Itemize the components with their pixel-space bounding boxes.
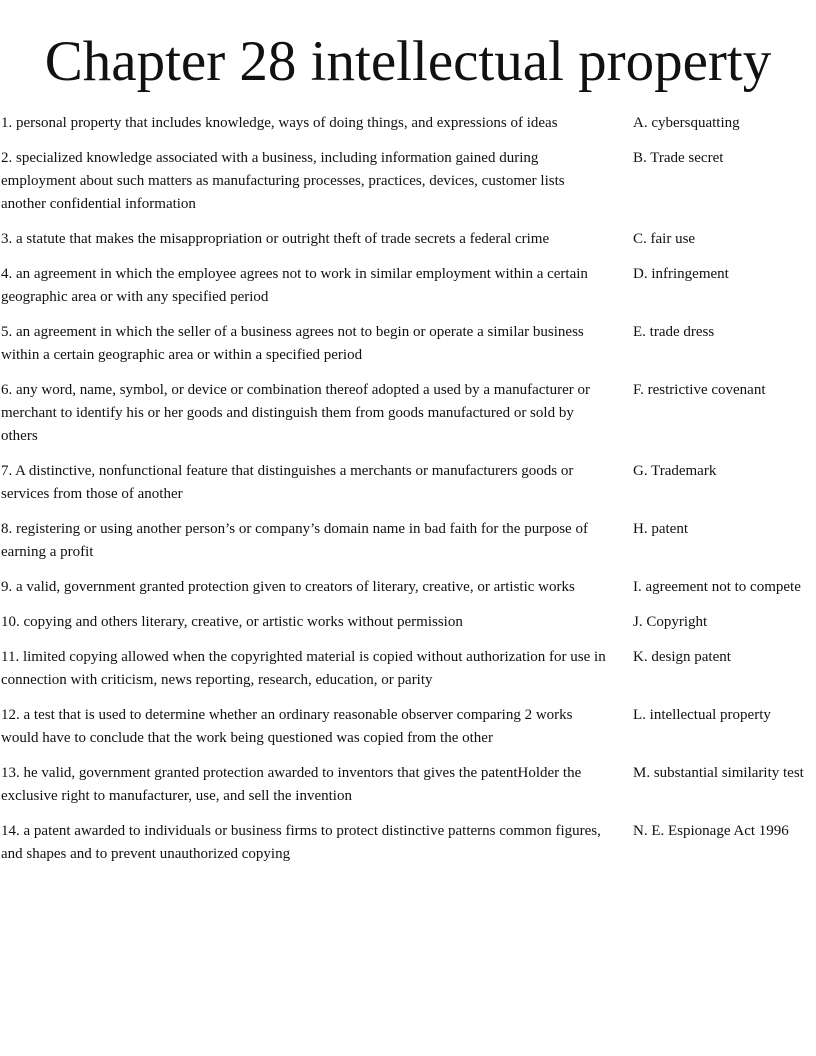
answer-option: L. intellectual property (633, 707, 771, 723)
matching-list (0, 112, 816, 878)
list-item (0, 228, 816, 251)
answer-option: B. Trade secret (633, 150, 724, 166)
list-item (0, 263, 816, 309)
list-item (0, 147, 816, 216)
answer-option: M. substantial similarity test (633, 765, 804, 781)
question-text: 8. registering or using another person’s or company’s domain name in bad faith for the purpose of earning a profit (1, 521, 588, 560)
question-text: 14. a patent awarded to individuals or business firms to protect distinctive patterns common figures, and shapes and to prevent unauthorized copying (1, 823, 601, 862)
question-text: 10. copying and others literary, creative, or artistic works without permission (1, 614, 463, 630)
list-item (0, 321, 816, 367)
question-text: 9. a valid, government granted protection given to creators of literary, creative, or artistic works (1, 579, 575, 595)
answer-option: C. fair use (633, 231, 696, 247)
answer-option: F. restrictive covenant (633, 382, 766, 398)
question-text: 3. a statute that makes the misappropriation or outright theft of trade secrets a federal crime (1, 231, 550, 247)
answer-option: A. cybersquatting (633, 115, 740, 131)
list-item (0, 611, 816, 634)
question-text: 7. A distinctive, nonfunctional feature that distinguishes a merchants or manufacturers goods or services from those of another (1, 463, 574, 502)
list-item (0, 704, 816, 750)
answer-option: E. trade dress (633, 324, 715, 340)
answer-option: G. Trademark (633, 463, 717, 479)
question-text: 13. he valid, government granted protection awarded to inventors that gives the patentHolder the exclusive right to manufacturer, use, and sell the invention (1, 765, 582, 804)
question-text: 4. an agreement in which the employee agrees not to work in similar employment within a certain geographic area or with any specified period (1, 266, 588, 305)
list-item (0, 112, 816, 135)
list-item (0, 460, 816, 506)
answer-option: H. patent (633, 521, 688, 537)
question-text: 12. a test that is used to determine whether an ordinary reasonable observer comparing 2 works would have to conclude that the work being questioned was copied from the other (1, 707, 573, 746)
answer-option: I. agreement not to compete (633, 579, 801, 595)
question-text: 6. any word, name, symbol, or device or combination thereof adopted a used by a manufacturer or merchant to identify his or her goods and distinguish them from goods manufactured or sold by others (1, 382, 590, 444)
answer-option: K. design patent (633, 649, 731, 665)
list-item (0, 820, 816, 866)
list-item (0, 518, 816, 564)
list-item (0, 379, 816, 448)
question-text: 11. limited copying allowed when the copyrighted material is copied without authorization for use in connection with criticism, news reporting, research, education, or parity (1, 649, 606, 688)
answer-option: N. E. Espionage Act 1996 (633, 823, 789, 839)
question-text: 1. personal property that includes knowledge, ways of doing things, and expressions of ideas (1, 115, 558, 131)
page-title: Chapter 28 intellectual property (44, 30, 772, 93)
answer-option: D. infringement (633, 266, 729, 282)
answer-option: J. Copyright (633, 614, 708, 630)
question-text: 2. specialized knowledge associated with a business, including information gained during employment about such matters as manufacturing processes, practices, devices, customer lists another confidential information (1, 150, 565, 212)
list-item (0, 762, 816, 808)
question-text: 5. an agreement in which the seller of a business agrees not to begin or operate a similar business within a certain geographic area or within a specified period (1, 324, 584, 363)
list-item (0, 576, 816, 599)
list-item (0, 646, 816, 692)
